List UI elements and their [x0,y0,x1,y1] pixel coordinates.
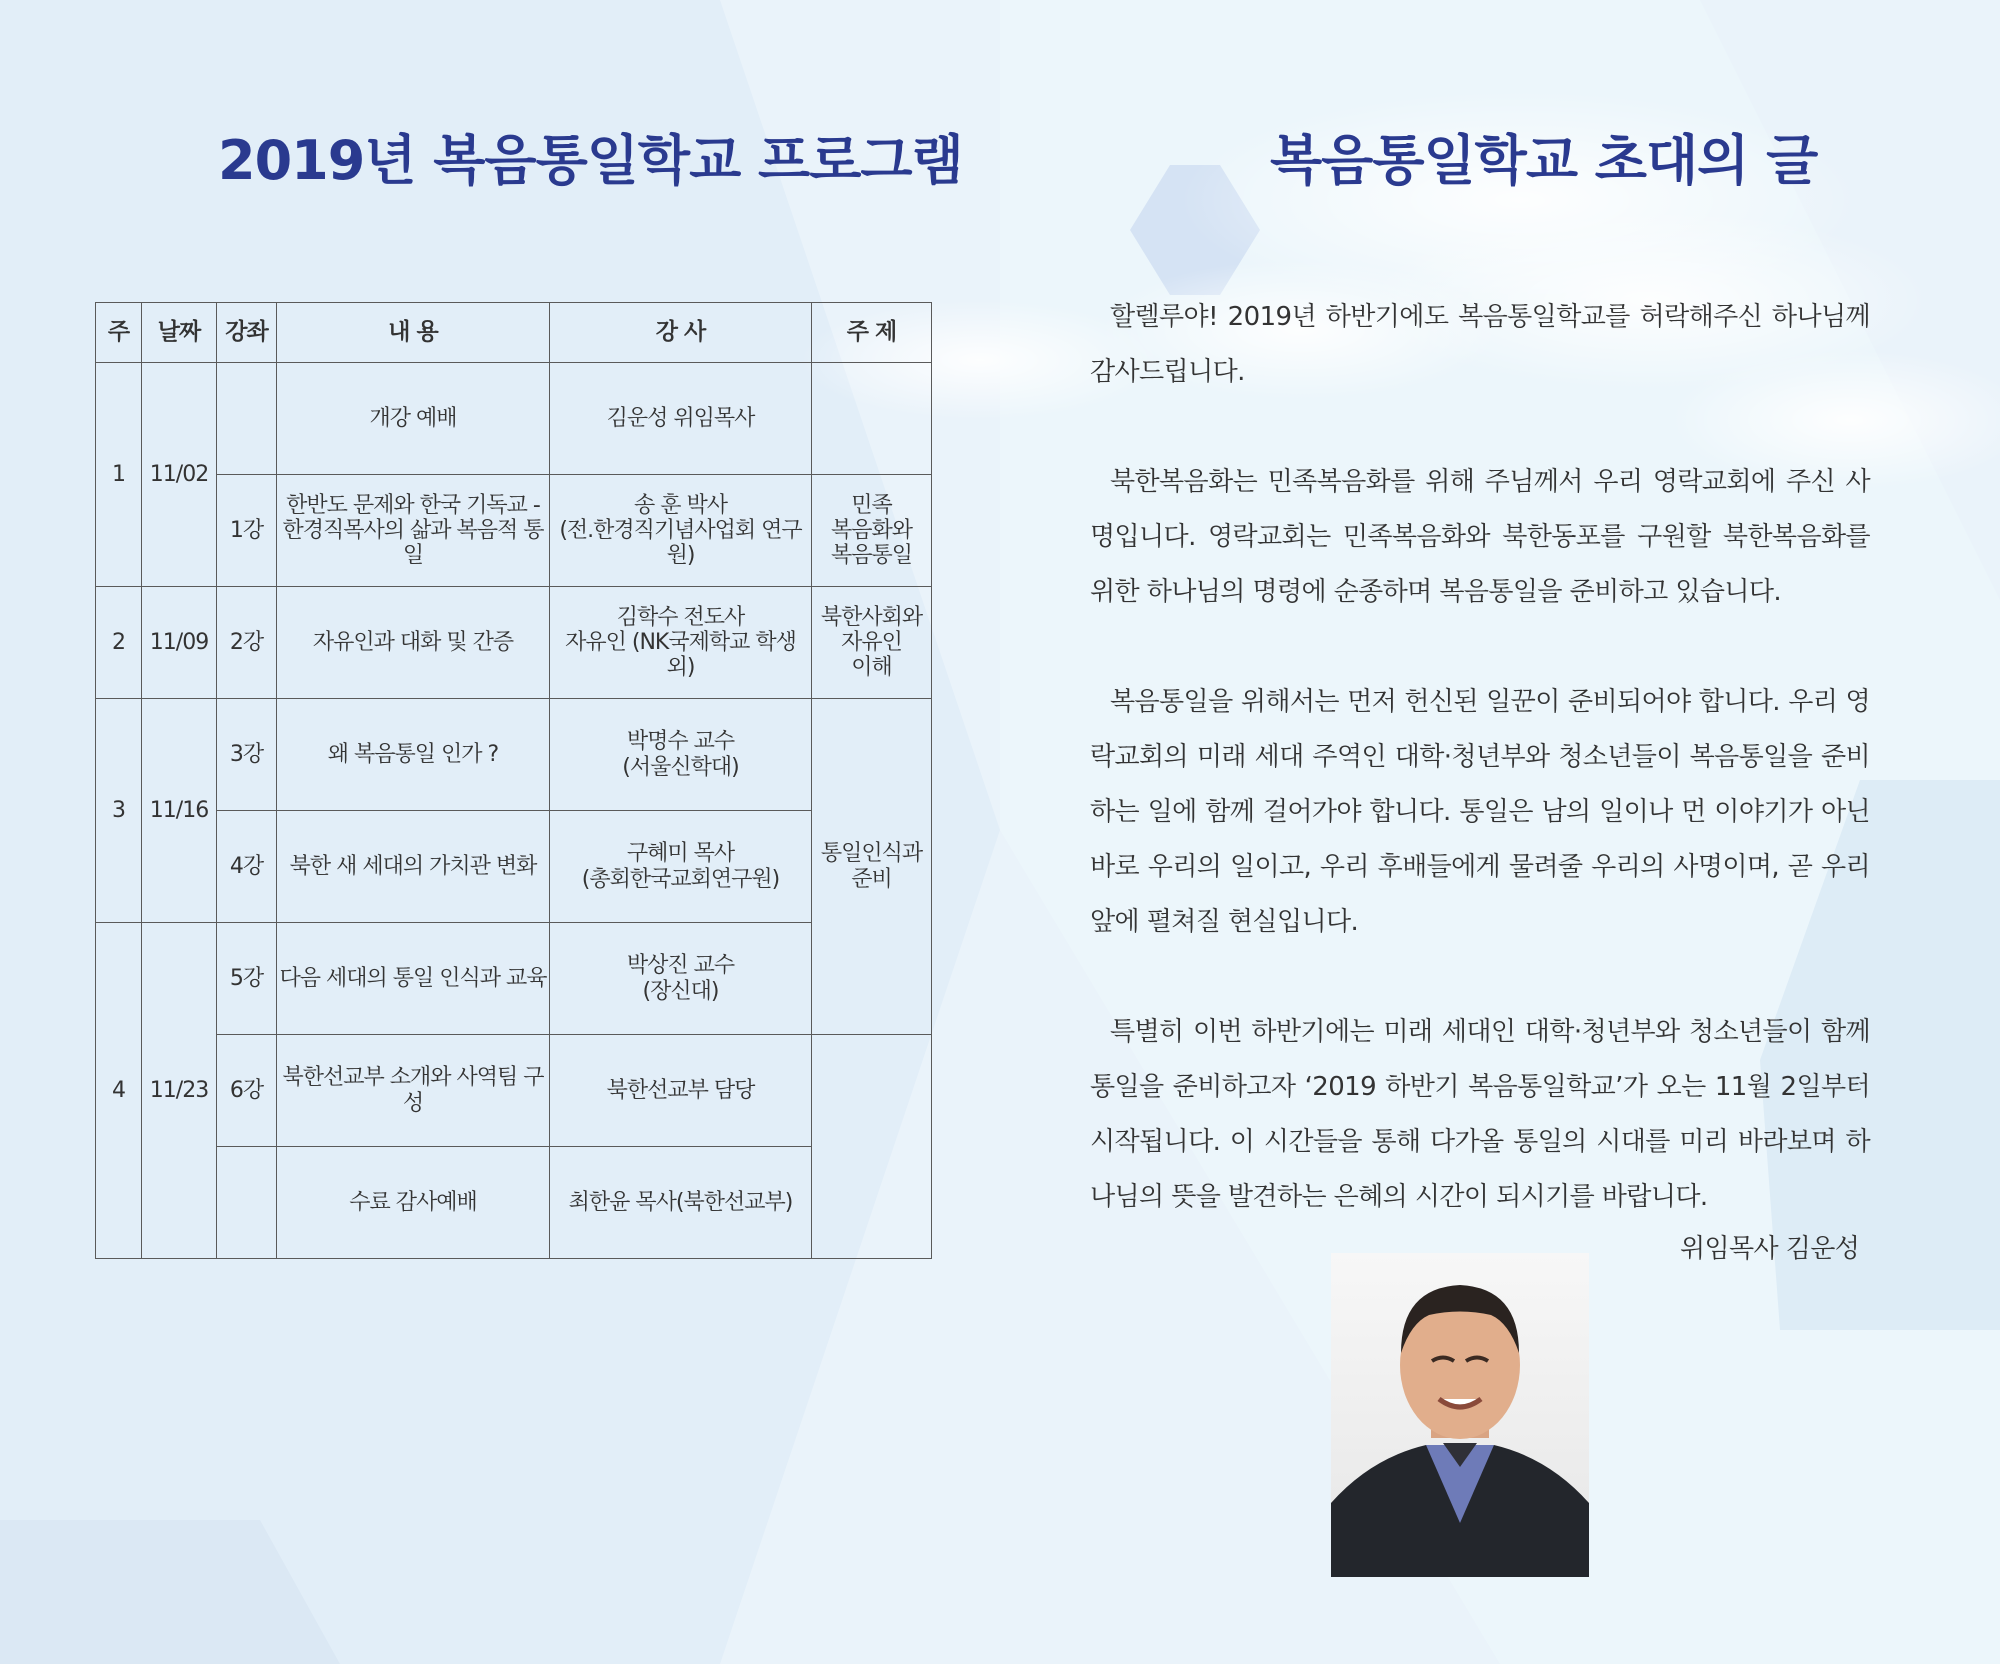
speaker-cell [550,475,812,587]
topic-line: 복음통일 [830,543,912,569]
date-cell: 11/02 [142,363,217,587]
week-cell: 3 [96,699,142,923]
table-row [96,363,932,475]
content-cell: 북한선교부 소개와 사역팀 구성 [277,1035,550,1147]
content-cell: 북한 새 세대의 가치관 변화 [277,811,550,923]
speaker-cell [550,587,812,699]
column-header: 주 [96,303,142,363]
letter-paragraph: 특별히 이번 하반기에는 미래 세대인 대학·청년부와 청소년들이 함께 통일을 준비하고자 ‘2019 하반기 복음통일학교’가 오는 11월 2일부터 시작됩니다. 이 시간들을 통해 다가올 통일의 시대를 미리 바라보며 하나님의 뜻을 발견하는 은혜의 시간이 되시기를 바랍니다. [1090,1017,1870,1212]
speaker-cell: 김운성 위임목사 [550,363,812,475]
letter-signature: 위임목사 김운성 [1680,1234,1860,1264]
week-cell: 4 [96,923,142,1259]
content-line: 한경직목사의 삶과 복음적 통일 [282,517,544,569]
page-title-invitation: 복음통일학교 초대의 글 [1270,129,1818,192]
speaker-cell [550,699,812,811]
content-cell: 자유인과 대화 및 간증 [277,587,550,699]
column-header: 강 사 [550,303,812,363]
speaker-name: 김학수 전도사 [616,604,745,630]
topic-line: 복음화와 [830,517,912,543]
table-row [96,1147,932,1259]
page-title-program: 2019년 복음통일학교 프로그램 [218,129,963,192]
speaker-cell [550,811,812,923]
topic-cell [812,363,932,475]
letter-paragraph: 할렐루야! 2019년 하반기에도 복음통일학교를 허락해주신 하나님께 감사드립니다. [1090,302,1870,387]
lecture-cell [217,1147,277,1259]
speaker-cell [550,923,812,1035]
topic-cell [812,587,932,699]
table-row [96,699,932,811]
table-header-row [96,303,932,363]
pastor-portrait-photo [1331,1253,1589,1577]
content-cell: 수료 감사예배 [277,1147,550,1259]
table-row [96,811,932,923]
letter-paragraph: 복음통일을 위해서는 먼저 헌신된 일꾼이 준비되어야 합니다. 우리 영락교회의 미래 세대 주역인 대학·청년부와 청소년들이 복음통일을 준비하는 일에 함께 걸어가야 합니다. 통일은 남의 일이나 먼 이야기가 아닌 바로 우리의 일이고, 우리 후배들에게 물려줄 우리의 사명이며, 곧 우리 앞에 펼쳐질 현실입니다. [1090,687,1870,937]
speaker-affiliation: (총회한국교회연구원) [581,866,780,892]
speaker-name: 송 훈 박사 [634,492,727,518]
topic-line: 준비 [851,866,892,892]
week-cell: 2 [96,587,142,699]
topic-line: 민족 [851,492,892,518]
topic-line: 이해 [851,655,892,681]
lecture-cell: 1강 [217,475,277,587]
speaker-name: 박상진 교수 [626,953,735,979]
lecture-cell: 6강 [217,1035,277,1147]
speaker-affiliation: 자유인 (NK국제학교 학생 외) [565,629,796,681]
column-header: 강좌 [217,303,277,363]
topic-line: 자유인 [841,629,902,655]
content-cell [277,475,550,587]
topic-cell [812,1035,932,1259]
lecture-cell [217,363,277,475]
column-header: 주 제 [812,303,932,363]
program-schedule-table [95,302,932,1259]
lecture-cell: 5강 [217,923,277,1035]
speaker-cell: 최한윤 목사(북한선교부) [550,1147,812,1259]
lecture-cell: 4강 [217,811,277,923]
content-cell: 개강 예배 [277,363,550,475]
date-cell: 11/09 [142,587,217,699]
date-cell: 11/23 [142,923,217,1259]
topic-cell [812,475,932,587]
topic-cell [812,699,932,1035]
content-line: 한반도 문제와 한국 기독교 - [286,492,540,518]
speaker-affiliation: (장신대) [642,978,719,1004]
content-cell: 다음 세대의 통일 인식과 교육 [277,923,550,1035]
table-row [96,475,932,587]
date-cell: 11/16 [142,699,217,923]
topic-line: 북한사회와 [820,604,923,630]
speaker-name: 박명수 교수 [626,729,735,755]
table-row [96,587,932,699]
speaker-cell: 북한선교부 담당 [550,1035,812,1147]
speaker-name: 구혜미 목사 [626,841,735,867]
column-header: 날짜 [142,303,217,363]
content-cell: 왜 복음통일 인가 ? [277,699,550,811]
lecture-cell: 3강 [217,699,277,811]
column-header: 내 용 [277,303,550,363]
speaker-affiliation: (서울신학대) [622,754,739,780]
week-cell: 1 [96,363,142,587]
letter-paragraph: 북한복음화는 민족복음화를 위해 주님께서 우리 영락교회에 주신 사명입니다. 영락교회는 민족복음화와 북한동포를 구원할 북한복음화를 위한 하나님의 명령에 순종하며 복음통일을 준비하고 있습니다. [1090,467,1870,607]
topic-line: 통일인식과 [820,841,923,867]
table-row [96,923,932,1035]
table-row [96,1035,932,1147]
invitation-letter [1090,290,1870,1280]
speaker-affiliation: (전.한경직기념사업회 연구원) [559,517,802,569]
lecture-cell: 2강 [217,587,277,699]
